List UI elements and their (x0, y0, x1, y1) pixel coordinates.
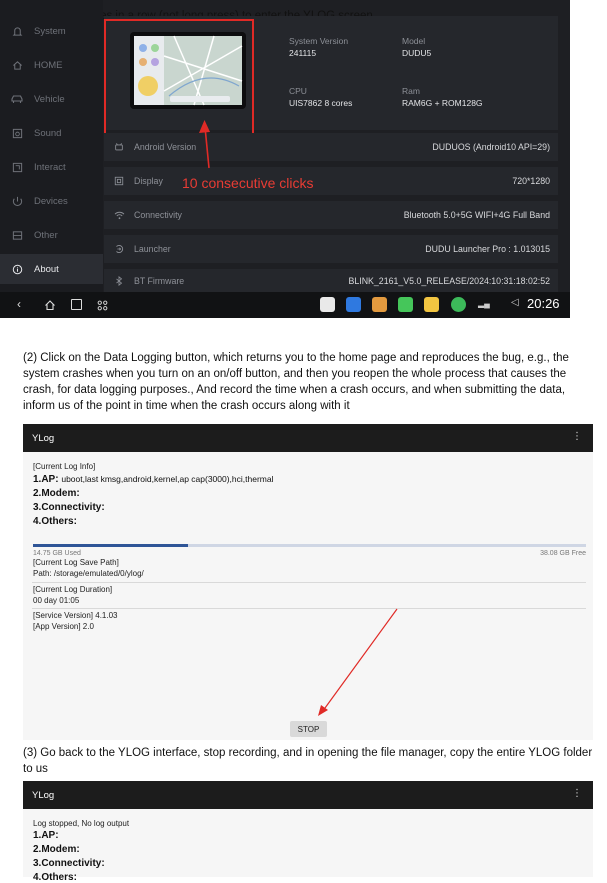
row-value: BLINK_2161_V5.0_RELEASE/2024:10:31:18:02:52 (348, 275, 550, 286)
model-value: DUDU5 (402, 48, 432, 58)
row-label: Connectivity (134, 210, 182, 220)
signal-icon: ▂▄ (478, 299, 490, 308)
duration-value: 00 day 01:05 (33, 596, 80, 605)
back-icon[interactable]: ‹ (17, 297, 21, 311)
others-label: 4.Others: (33, 872, 77, 883)
service-version: [Service Version] 4.1.03 (33, 611, 118, 620)
sidebar-item-label: Vehicle (34, 93, 65, 105)
stop-button[interactable]: STOP (290, 721, 327, 737)
ram-value: RAM6G + ROM128G (402, 98, 483, 108)
storage-used: 14.75 GB Used (33, 550, 81, 557)
modem-label: 2.Modem: (33, 488, 80, 499)
sidebar-item-label: Other (34, 229, 58, 241)
row-label: BT Firmware (134, 275, 185, 286)
connectivity-label: 3.Connectivity: (33, 858, 105, 869)
modem-label: 2.Modem: (33, 844, 80, 855)
row-label: Display (134, 176, 163, 186)
row-value: DUDU Launcher Pro : 1.013015 (425, 244, 550, 254)
sidebar-item-label: About (34, 263, 59, 275)
app-title: YLog (32, 789, 55, 801)
row-label: Launcher (134, 244, 171, 254)
cpu-value: UIS7862 8 cores (289, 98, 353, 108)
annotation-arrow (0, 0, 570, 292)
app-tray-icon[interactable] (346, 297, 361, 312)
app-tray-icon[interactable] (424, 297, 439, 312)
overflow-menu-icon[interactable]: ⋮ (572, 788, 582, 799)
save-path-label: [Current Log Save Path] (33, 558, 119, 567)
sidebar-item-label: Sound (34, 127, 62, 139)
row-value: Bluetooth 5.0+5G WIFI+4G Full Band (403, 210, 550, 220)
ylog-recording-screenshot (23, 424, 593, 740)
app-tray-icon[interactable] (451, 297, 466, 312)
app-version: [App Version] 2.0 (33, 622, 94, 631)
storage-free: 38.08 GB Free (540, 550, 586, 557)
recents-icon[interactable] (71, 299, 82, 310)
ram-label: Ram (402, 86, 420, 96)
ap-label: 1.AP: uboot,last kmsg,android,kernel,ap cap(3000),hci,thermal (33, 474, 274, 485)
apps-grid-icon[interactable] (97, 298, 108, 316)
sidebar-item-label: System (34, 25, 66, 37)
duration-label: [Current Log Duration] (33, 585, 113, 594)
step3-caption: (3) Go back to the YLOG interface, stop recording, and in opening the file manager, copy the entire YLOG folder to us (23, 747, 593, 775)
save-path: Path: /storage/emulated/0/ylog/ (33, 569, 144, 578)
ylog-stopped-screenshot (23, 781, 593, 883)
app-tray-icon[interactable] (372, 297, 387, 312)
system-version-label: System Version (289, 36, 349, 46)
ap-value: uboot,last kmsg,android,kernel,ap cap(3000),hci,thermal (61, 474, 274, 484)
app-title: YLog (32, 432, 55, 444)
log-status: Log stopped, No log output (33, 819, 130, 828)
ylog-app-bar (23, 781, 593, 809)
model-label: Model (402, 36, 426, 46)
others-label: 4.Others: (33, 516, 77, 527)
current-log-info-label: [Current Log Info] (33, 462, 96, 471)
app-tray-icon[interactable] (398, 297, 413, 312)
cpu-label: CPU (289, 86, 307, 96)
clock: 20:26 (527, 296, 560, 311)
connectivity-label: 3.Connectivity: (33, 502, 105, 513)
annotation-arrow (23, 424, 593, 740)
sidebar-item-label: HOME (34, 59, 63, 71)
home-nav-icon[interactable] (44, 298, 56, 316)
navigation-bar (0, 292, 570, 318)
annotation-text: 10 consecutive clicks (182, 175, 314, 191)
system-version-value: 241115 (289, 48, 317, 58)
row-value: 720*1280 (512, 176, 550, 186)
volume-icon: ◁ (511, 297, 519, 308)
app-tray-icon[interactable] (320, 297, 335, 312)
overflow-menu-icon[interactable]: ⋮ (572, 431, 582, 442)
ap-label: 1.AP: (33, 830, 59, 841)
step2-caption: (2) Click on the Data Logging button, which returns you to the home page and reproduces the bug, e.g., the system crashes when you turn on an on/off button, and then you reopen the whole process that causes the crash, for data logging purposes., And record the time when a crash occurs, and when submitting the data, inform us of the point in time when the crash occurs along with it (23, 352, 569, 412)
head-unit-about-screenshot (0, 0, 570, 318)
row-value: DUDUOS (Android10 API=29) (432, 142, 550, 152)
sidebar-item-label: Devices (34, 195, 68, 207)
sidebar-item-label: Interact (34, 161, 66, 173)
row-label: Android Version (134, 142, 197, 152)
